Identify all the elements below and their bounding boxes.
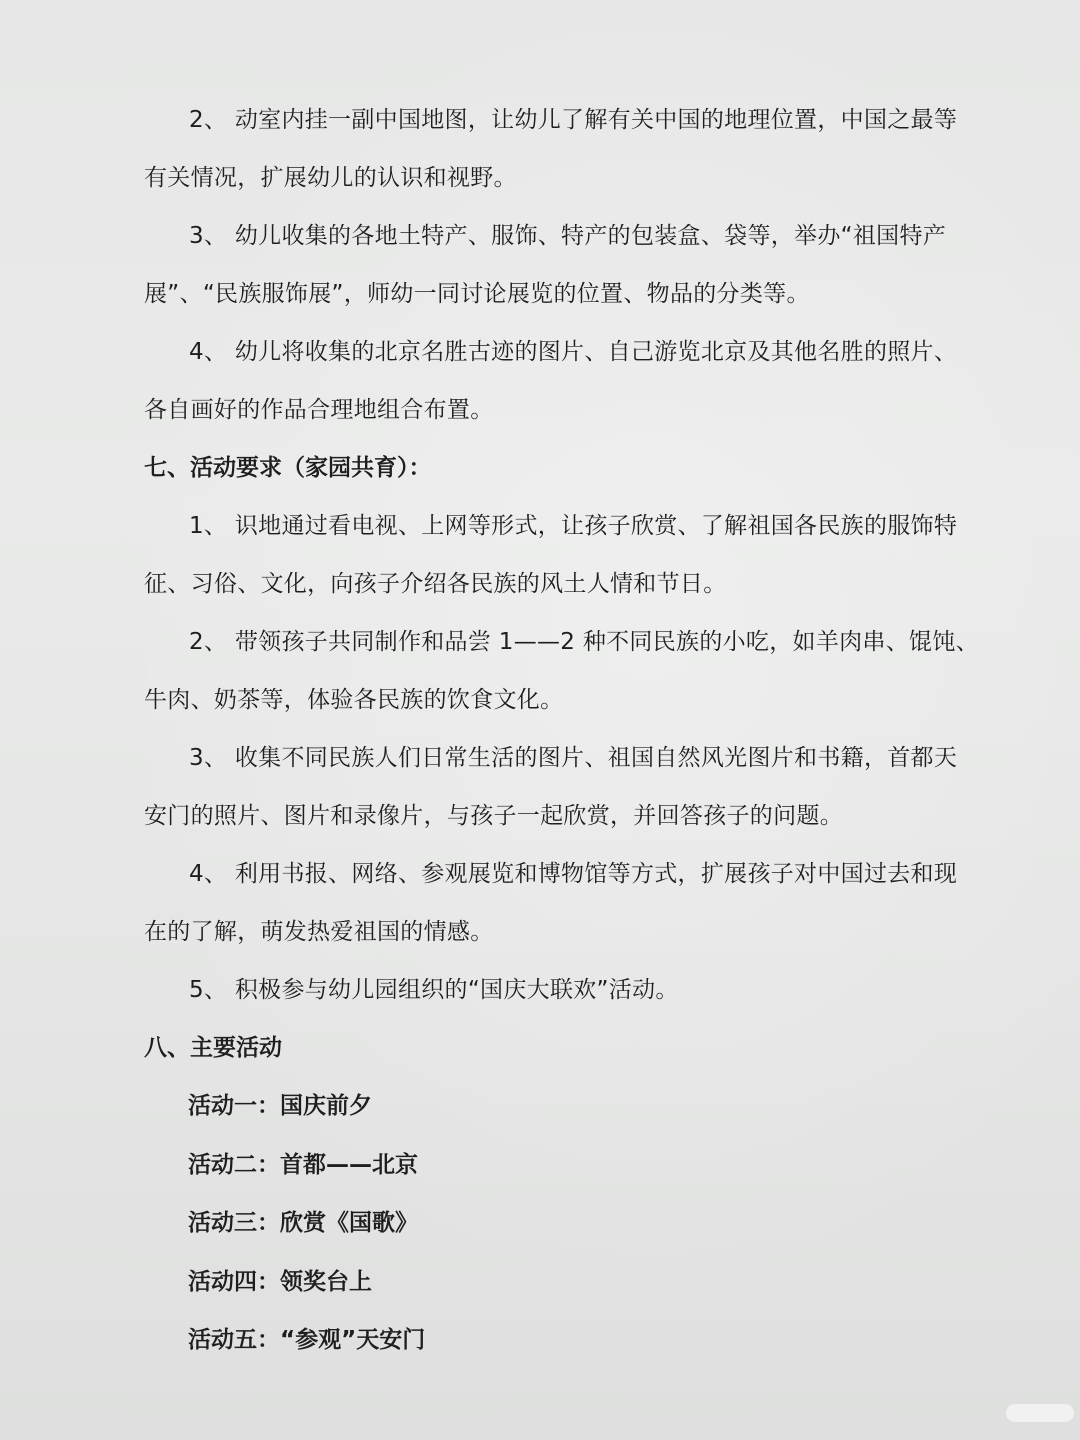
paragraph-line: 4、 利用书报、网络、参观展览和博物馆等方式，扩展孩子对中国过去和现 <box>189 861 958 887</box>
activity-item: 活动二：首都——北京 <box>188 1151 418 1178</box>
paragraph-line: 2、 带领孩子共同制作和品尝 1——2 种不同民族的小吃，如羊肉串、馄饨、 <box>189 629 979 655</box>
list-item <box>144 729 958 845</box>
paragraph-line: 征、习俗、文化，向孩子介绍各民族的风土人情和节日。 <box>144 571 727 597</box>
list-item <box>144 207 947 323</box>
list-item <box>144 613 979 729</box>
section-heading-seven: 七、活动要求（家园共育）： <box>144 455 432 481</box>
paragraph-line: 各自画好的作品合理地组合布置。 <box>144 397 494 423</box>
paragraph-line: 4、 幼儿将收集的北京名胜古迹的图片、自己游览北京及其他名胜的照片、 <box>189 339 958 365</box>
paragraph-line: 在的了解，萌发热爱祖国的情感。 <box>144 919 494 945</box>
paragraph-line: 2、 动室内挂一副中国地图，让幼儿了解有关中国的地理位置，中国之最等 <box>189 107 958 133</box>
activity-item: 活动一：国庆前夕 <box>188 1093 372 1119</box>
paragraph-line: 1、 识地通过看电视、上网等形式，让孩子欣赏、了解祖国各民族的服饰特 <box>189 513 958 539</box>
paragraph-line: 3、 收集不同民族人们日常生活的图片、祖国自然风光图片和书籍，首都天 <box>189 745 958 771</box>
paragraph-line: 5、 积极参与幼儿园组织的“国庆大联欢”活动。 <box>189 977 679 1003</box>
activity-item: 活动三：欣赏《国歌》 <box>188 1210 418 1236</box>
list-item <box>144 845 958 961</box>
paragraph-line: 3、 幼儿收集的各地土特产、服饰、特产的包装盒、袋等，举办“祖国特产 <box>189 223 947 249</box>
paragraph-line: 展”、“民族服饰展”，师幼一同讨论展览的位置、物品的分类等。 <box>144 281 810 307</box>
list-item <box>144 961 930 1019</box>
activity-item: 活动五：“参观”天安门 <box>188 1327 426 1353</box>
list-item <box>144 497 958 613</box>
section-six-items <box>144 91 958 439</box>
section-seven-items <box>144 497 979 1019</box>
paragraph-line: 安门的照片、图片和录像片，与孩子一起欣赏，并回答孩子的问题。 <box>144 803 843 829</box>
list-item <box>144 91 958 207</box>
paragraph-line: 牛肉、奶茶等，体验各民族的饮食文化。 <box>144 687 564 713</box>
section-heading-eight: 八、主要活动 <box>144 1035 282 1061</box>
activity-item: 活动四：领奖台上 <box>188 1268 372 1295</box>
watermark-badge <box>1006 1404 1074 1422</box>
list-item <box>144 323 958 439</box>
paragraph-line: 有关情况，扩展幼儿的认识和视野。 <box>144 165 517 191</box>
activity-list <box>144 1077 930 1370</box>
